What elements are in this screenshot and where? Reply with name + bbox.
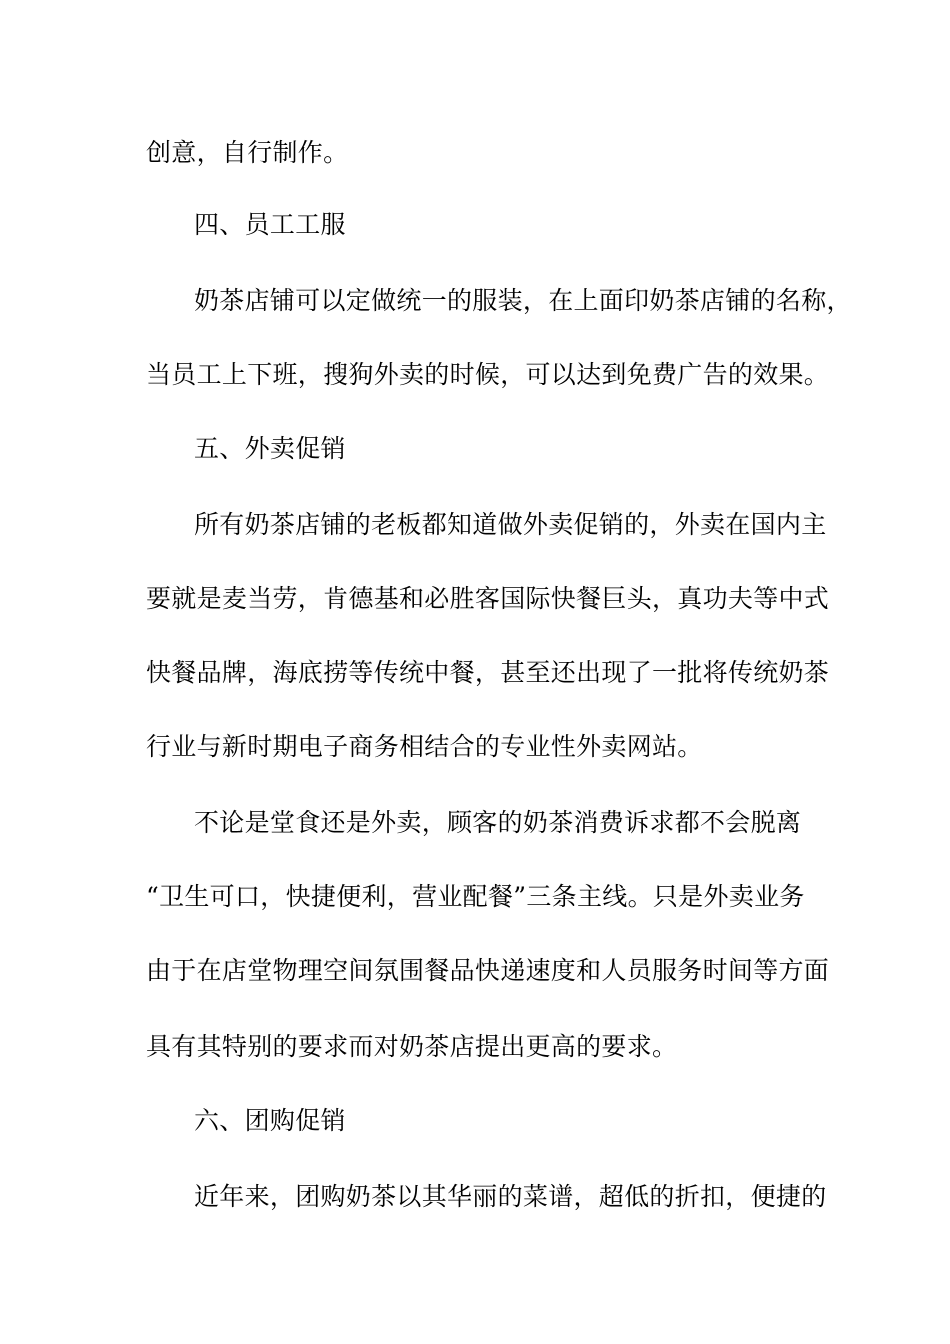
paragraph-line: 快餐品牌，海底捞等传统中餐，甚至还出现了一批将传统奶茶 [146, 658, 830, 687]
paragraph-line: 所有奶茶店铺的老板都知道做外卖促销的，外卖在国内主 [194, 510, 827, 539]
paragraph-line: 行业与新时期电子商务相结合的专业性外卖网站。 [146, 732, 703, 761]
paragraph-line: 近年来，团购奶茶以其华丽的菜谱，超低的折扣，便捷的 [194, 1182, 827, 1211]
paragraph-line: “卫生可口，快捷便利，营业配餐”三条主线。只是外卖业务 [146, 882, 805, 911]
paragraph-line: 不论是堂食还是外卖，顾客的奶茶消费诉求都不会脱离 [194, 808, 802, 837]
paragraph-line: 具有其特别的要求而对奶茶店提出更高的要求。 [146, 1032, 678, 1061]
paragraph-line: 由于在店堂物理空间氛围餐品快递速度和人员服务时间等方面 [146, 956, 830, 985]
section-heading-4: 四、员工工服 [194, 210, 346, 239]
paragraph-line: 要就是麦当劳，肯德基和必胜客国际快餐巨头，真功夫等中式 [146, 584, 830, 613]
paragraph-line: 创意，自行制作。 [146, 138, 349, 167]
paragraph-line: 奶茶店铺可以定做统一的服装，在上面印奶茶店铺的名称， [194, 286, 852, 315]
section-heading-6: 六、团购促销 [194, 1106, 346, 1135]
paragraph-line: 当员工上下班，搜狗外卖的时候，可以达到免费广告的效果。 [146, 360, 830, 389]
section-heading-5: 五、外卖促销 [194, 434, 346, 463]
